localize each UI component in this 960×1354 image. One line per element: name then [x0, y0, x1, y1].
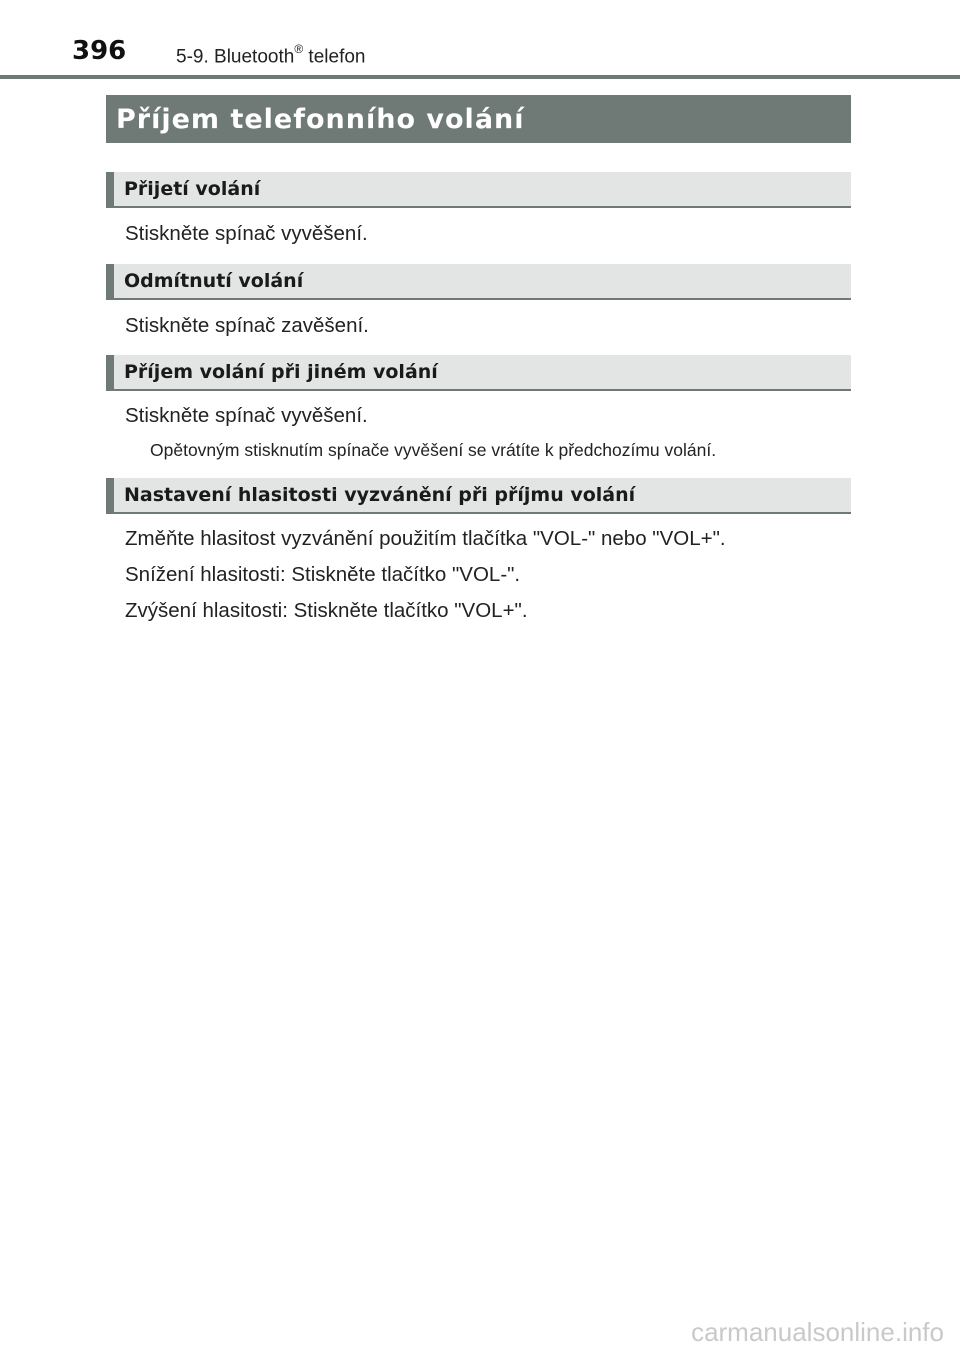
watermark: carmanualsonline.info: [691, 1317, 944, 1347]
subheading-label: Nastavení hlasitosti vyzvánění při příjmu volání: [124, 484, 636, 506]
instruction-text: Zvýšení hlasitosti: Stiskněte tlačítko "VOL+".: [125, 599, 528, 622]
page-title: Příjem telefonního volání: [116, 103, 525, 135]
page-number: 396: [72, 36, 127, 66]
subheading-reject-call: [106, 264, 851, 300]
instruction-text: Stiskněte spínač vyvěšení.: [125, 404, 368, 427]
subheading-label: Příjem volání při jiném volání: [124, 361, 438, 383]
subheading-label: Přijetí volání: [124, 178, 261, 200]
header-rule: [0, 75, 960, 79]
registered-mark: ®: [294, 42, 304, 56]
instruction-text: Snížení hlasitosti: Stiskněte tlačítko "VOL-".: [125, 563, 521, 586]
instruction-text: Stiskněte spínač zavěšení.: [125, 314, 369, 337]
section-name: 5-9. Bluetooth: [176, 46, 295, 68]
page-header: [0, 0, 960, 80]
subheading-ring-volume: [106, 478, 851, 514]
note-text: Opětovným stisknutím spínače vyvěšení se vrátíte k předchozímu volání.: [150, 440, 717, 460]
instruction-text: Stiskněte spínač vyvěšení.: [125, 222, 368, 245]
subheading-answer-call: [106, 172, 851, 208]
subheading-label: Odmítnutí volání: [124, 270, 304, 292]
section-suffix: telefon: [303, 46, 366, 68]
instruction-text: Změňte hlasitost vyzvánění použitím tlačítka "VOL-" nebo "VOL+".: [125, 527, 726, 550]
section-label: [176, 44, 365, 68]
subheading-call-waiting: [106, 355, 851, 391]
page-title-bar: [106, 95, 851, 143]
